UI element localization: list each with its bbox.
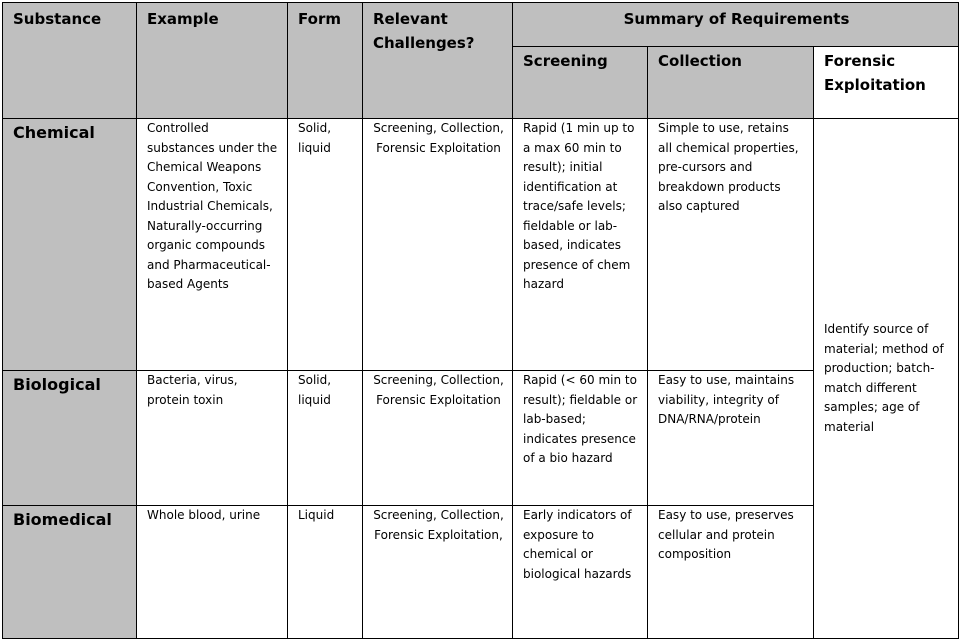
header-challenges: Relevant Challenges? bbox=[363, 3, 513, 119]
challenges-cell: Screening, Collection, Forensic Exploitation, bbox=[363, 506, 513, 639]
form-cell: Solid, liquid bbox=[288, 371, 363, 506]
screening-cell: Early indicators of exposure to chemical or biological hazards bbox=[513, 506, 648, 639]
form-cell: Liquid bbox=[288, 506, 363, 639]
header-substance: Substance bbox=[3, 3, 137, 119]
challenges-cell: Screening, Collection, Forensic Exploitation bbox=[363, 119, 513, 371]
collection-cell: Easy to use, maintains viability, integrity of DNA/RNA/protein bbox=[648, 371, 814, 506]
example-cell: Whole blood, urine bbox=[137, 506, 288, 639]
header-screening: Screening bbox=[513, 47, 648, 119]
header-row-1 bbox=[3, 3, 959, 47]
header-forensic: Forensic Exploitation bbox=[814, 47, 959, 119]
collection-cell: Easy to use, preserves cellular and protein composition bbox=[648, 506, 814, 639]
table-row bbox=[3, 119, 959, 371]
challenges-cell: Screening, Collection, Forensic Exploitation bbox=[363, 371, 513, 506]
header-summary: Summary of Requirements bbox=[513, 3, 959, 47]
substance-cell: Chemical bbox=[3, 119, 137, 371]
example-cell: Controlled substances under the Chemical Weapons Convention, Toxic Industrial Chemicals, Naturally-occurring organic compounds and Pharmaceutical-based Agents bbox=[137, 119, 288, 371]
substance-cell: Biological bbox=[3, 371, 137, 506]
requirements-table bbox=[2, 2, 959, 639]
forensic-cell: Identify source of material; method of production; batch-match different samples; age of material bbox=[814, 119, 959, 639]
collection-cell: Simple to use, retains all chemical properties, pre-cursors and breakdown products also captured bbox=[648, 119, 814, 371]
header-collection: Collection bbox=[648, 47, 814, 119]
header-form: Form bbox=[288, 3, 363, 119]
form-cell: Solid, liquid bbox=[288, 119, 363, 371]
screening-cell: Rapid (1 min up to a max 60 min to result); initial identification at trace/safe levels; fieldable or lab-based, indicates presence of chem hazard bbox=[513, 119, 648, 371]
example-cell: Bacteria, virus, protein toxin bbox=[137, 371, 288, 506]
substance-cell: Biomedical bbox=[3, 506, 137, 639]
header-example: Example bbox=[137, 3, 288, 119]
screening-cell: Rapid (< 60 min to result); fieldable or lab-based; indicates presence of a bio hazard bbox=[513, 371, 648, 506]
